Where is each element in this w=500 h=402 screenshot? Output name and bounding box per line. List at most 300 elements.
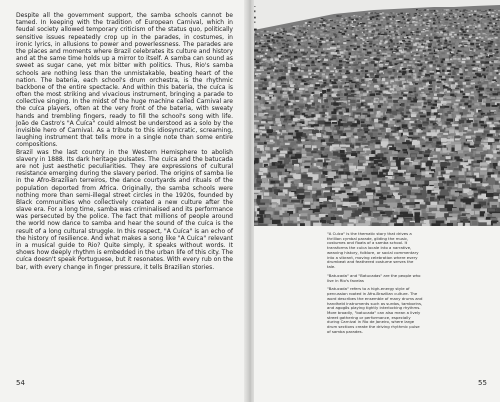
- roof-tile: [430, 37, 432, 39]
- roof-tile: [370, 73, 375, 76]
- roof-tile: [397, 92, 401, 94]
- roof-tile: [452, 124, 459, 126]
- roof-tile: [478, 24, 480, 26]
- roof-tile: [387, 129, 390, 132]
- roof-tile: [273, 176, 278, 178]
- roof-tile: [393, 26, 396, 27]
- roof-tile: [271, 46, 273, 47]
- roof-tile: [295, 27, 298, 29]
- roof-tile: [356, 184, 360, 187]
- roof-tile: [321, 18, 324, 19]
- roof-tile: [479, 88, 484, 91]
- roof-tile: [319, 25, 321, 27]
- roof-tile: [332, 62, 336, 64]
- roof-tile: [422, 72, 425, 75]
- roof-tile: [323, 37, 326, 38]
- roof-tile: [357, 29, 359, 30]
- roof-tile: [469, 14, 471, 16]
- roof-tile: [344, 86, 349, 88]
- roof-tile: [458, 81, 462, 84]
- roof-tile: [488, 16, 490, 17]
- roof-tile: [355, 43, 357, 45]
- roof-tile: [463, 147, 469, 150]
- roof-tile: [419, 33, 421, 35]
- roof-tile: [435, 60, 438, 62]
- roof-tile: [494, 77, 496, 80]
- roof-tile: [264, 192, 270, 196]
- roof-tile: [370, 105, 375, 108]
- roof-tile: [303, 72, 307, 75]
- roof-tile: [367, 52, 371, 54]
- roof-tile: [270, 44, 273, 46]
- roof-tile: [383, 39, 385, 41]
- roof-tile: [475, 138, 482, 142]
- roof-tile: [386, 20, 388, 22]
- roof-tile: [366, 47, 368, 49]
- roof-tile: [283, 28, 285, 30]
- roof-tile: [472, 16, 474, 17]
- roof-tile: [396, 148, 400, 151]
- roof-tile: [406, 106, 410, 109]
- roof-tile: [417, 13, 419, 14]
- roof-tile: [497, 40, 500, 42]
- roof-tile: [467, 198, 474, 202]
- roof-tile: [485, 12, 487, 13]
- roof-tile: [372, 52, 376, 54]
- roof-tile: [333, 26, 336, 28]
- roof-tile: [472, 128, 479, 131]
- roof-tile: [263, 74, 267, 76]
- roof-tile: [273, 139, 279, 141]
- roof-tile: [364, 25, 366, 27]
- roof-tile: [402, 153, 407, 156]
- roof-tile: [479, 65, 482, 67]
- roof-tile: [301, 124, 306, 126]
- roof-tile: [373, 132, 377, 136]
- roof-tile: [468, 72, 472, 75]
- roof-tile: [496, 97, 500, 99]
- roof-tile: [338, 67, 343, 69]
- roof-tile: [402, 16, 405, 18]
- roof-tile: [297, 64, 301, 66]
- roof-tile: [286, 44, 289, 46]
- roof-tile: [406, 202, 416, 205]
- roof-tile: [491, 59, 494, 61]
- roof-tile: [392, 60, 396, 62]
- roof-tile: [257, 59, 261, 61]
- roof-tile: [331, 196, 339, 199]
- roof-tile: [370, 93, 375, 96]
- roof-tile: [292, 125, 295, 127]
- roof-tile: [269, 169, 276, 172]
- roof-tile: [369, 91, 373, 93]
- roof-tile: [331, 60, 335, 62]
- roof-tile: [303, 24, 306, 26]
- roof-tile: [360, 54, 363, 56]
- roof-tile: [404, 16, 406, 17]
- roof-tile: [416, 41, 419, 42]
- roof-tile: [367, 85, 370, 88]
- roof-tile: [263, 36, 266, 38]
- roof-tile: [309, 109, 315, 111]
- roof-tile: [395, 183, 400, 186]
- roof-tile: [347, 224, 353, 226]
- roof-tile: [352, 33, 354, 35]
- roof-tile: [368, 141, 373, 143]
- roof-tile: [429, 30, 431, 32]
- roof-tile: [457, 91, 460, 94]
- roof-tile: [295, 79, 298, 81]
- roof-tile: [336, 40, 338, 41]
- roof-tile: [496, 29, 498, 30]
- roof-tile: [295, 115, 301, 118]
- roof-tile: [485, 58, 489, 61]
- roof-tile: [330, 20, 333, 21]
- roof-tile: [301, 95, 306, 97]
- roof-tile: [258, 108, 262, 111]
- roof-tile: [455, 118, 459, 121]
- roof-tile: [323, 109, 327, 112]
- roof-tile: [254, 59, 256, 60]
- roof-tile: [445, 61, 447, 63]
- roof-tile: [454, 168, 460, 170]
- roof-tile: [425, 37, 427, 38]
- roof-tile: [320, 66, 323, 68]
- roof-tile: [278, 44, 281, 46]
- roof-tile: [288, 133, 293, 135]
- roof-tile: [427, 132, 432, 136]
- favela-rooftops-photo: [254, 0, 500, 226]
- roof-tile: [408, 19, 411, 20]
- roof-tile: [292, 49, 295, 51]
- roof-tile: [426, 97, 431, 99]
- roof-tile: [257, 195, 261, 199]
- roof-tile: [393, 16, 395, 18]
- roof-tile: [353, 21, 356, 23]
- roof-tile: [449, 183, 454, 186]
- roof-tile: [333, 98, 339, 101]
- roof-tile: [399, 25, 401, 27]
- roof-tile: [368, 103, 373, 106]
- roof-tile: [324, 58, 328, 61]
- roof-tile: [439, 186, 444, 189]
- roof-tile: [344, 115, 349, 117]
- roof-tile: [306, 141, 311, 144]
- roof-tile: [352, 21, 354, 23]
- roof-tile: [352, 123, 357, 127]
- roof-tile: [409, 132, 413, 135]
- roof-tile: [262, 46, 266, 48]
- roof-tile: [314, 91, 319, 95]
- roof-tile: [428, 216, 435, 219]
- roof-tile: [428, 88, 432, 90]
- roof-tile: [489, 94, 492, 96]
- roof-tile: [351, 19, 354, 20]
- roof-tile: [339, 22, 341, 23]
- roof-tile: [288, 30, 291, 32]
- roof-tile: [309, 21, 312, 23]
- roof-tile: [376, 44, 378, 46]
- roof-tile: [255, 45, 259, 47]
- roof-tile: [477, 148, 481, 151]
- roof-tile: [258, 51, 262, 53]
- roof-tile: [472, 101, 478, 104]
- roof-tile: [280, 109, 284, 112]
- roof-tile: [496, 42, 499, 44]
- roof-tile: [397, 43, 399, 44]
- roof-tile: [413, 58, 415, 60]
- roof-tile: [430, 73, 435, 74]
- roof-tile: [272, 132, 277, 135]
- roof-tile: [295, 32, 298, 34]
- roof-tile: [334, 130, 337, 132]
- roof-tile: [481, 54, 485, 56]
- roof-tile: [254, 31, 255, 33]
- roof-tile: [432, 104, 437, 106]
- roof-tile: [369, 43, 373, 45]
- roof-tile: [340, 51, 344, 53]
- roof-tile: [447, 52, 450, 54]
- roof-tile: [268, 70, 272, 72]
- roof-tile: [332, 82, 337, 84]
- roof-tile: [435, 57, 439, 58]
- roof-tile: [473, 61, 476, 63]
- roof-tile: [452, 25, 454, 27]
- roof-tile: [485, 47, 487, 49]
- roof-tile: [477, 12, 480, 14]
- roof-tile: [326, 37, 328, 39]
- roof-tile: [484, 73, 488, 75]
- roof-tile: [404, 159, 409, 162]
- roof-tile: [403, 19, 405, 20]
- roof-tile: [313, 153, 319, 155]
- roof-tile: [428, 25, 430, 27]
- roof-tile: [467, 30, 469, 32]
- roof-tile: [355, 18, 358, 20]
- roof-tile: [478, 21, 480, 23]
- roof-tile: [362, 16, 364, 17]
- roof-tile: [422, 33, 425, 35]
- roof-tile: [451, 36, 454, 37]
- roof-tile: [298, 76, 301, 78]
- roof-tile: [362, 18, 364, 20]
- roof-tile: [476, 40, 480, 42]
- roof-tile: [344, 28, 346, 29]
- roof-tile: [474, 31, 477, 33]
- roof-tile: [274, 73, 277, 75]
- roof-tile: [331, 106, 334, 108]
- roof-tile: [401, 103, 405, 107]
- roof-tile: [378, 118, 384, 121]
- roof-tile: [284, 69, 288, 72]
- roof-tile: [430, 61, 433, 63]
- roof-tile: [463, 96, 469, 98]
- roof-tile: [289, 129, 295, 132]
- roof-tile: [405, 32, 407, 34]
- roof-tile: [386, 60, 390, 62]
- roof-tile: [494, 49, 498, 50]
- roof-tile: [476, 61, 480, 63]
- roof-tile: [466, 64, 471, 66]
- roof-tile: [365, 76, 369, 78]
- roof-tile: [417, 96, 422, 98]
- roof-tile: [311, 41, 313, 42]
- roof-tile: [426, 35, 428, 37]
- roof-tile: [453, 47, 455, 49]
- roof-tile: [423, 37, 425, 39]
- roof-tile: [377, 53, 379, 54]
- roof-tile: [303, 34, 306, 36]
- roof-tile: [479, 121, 484, 124]
- roof-tile: [384, 34, 387, 35]
- roof-tile: [423, 22, 426, 23]
- roof-tile: [254, 6, 256, 7]
- roof-tile: [254, 17, 256, 19]
- roof-tile: [259, 172, 264, 176]
- roof-tile: [285, 31, 287, 33]
- roof-tile: [289, 94, 293, 96]
- roof-tile: [272, 48, 275, 51]
- roof-tile: [408, 36, 411, 38]
- roof-tile: [473, 58, 475, 60]
- roof-tile: [366, 67, 369, 69]
- roof-tile: [330, 26, 332, 27]
- roof-tile: [311, 100, 314, 102]
- roof-tile: [424, 17, 427, 18]
- roof-tile: [397, 36, 400, 38]
- roof-tile: [394, 28, 397, 30]
- roof-tile: [312, 70, 315, 72]
- roof-tile: [275, 163, 280, 166]
- roof-tile: [422, 127, 425, 129]
- roof-tile: [286, 45, 289, 48]
- roof-tile: [383, 49, 387, 50]
- roof-tile: [425, 174, 432, 177]
- roof-tile: [309, 58, 312, 59]
- roof-tile: [383, 17, 385, 19]
- roof-tile: [291, 186, 297, 189]
- roof-tile: [426, 162, 433, 166]
- roof-tile: [485, 49, 488, 51]
- roof-tile: [423, 66, 426, 68]
- roof-tile: [475, 57, 477, 59]
- roof-tile: [404, 23, 407, 24]
- roof-tile: [464, 21, 466, 23]
- roof-tile: [281, 76, 286, 79]
- roof-tile: [420, 19, 422, 21]
- roof-tile: [375, 24, 377, 25]
- roof-tile: [373, 28, 375, 30]
- roof-tile: [256, 55, 259, 57]
- roof-tile: [306, 65, 310, 67]
- roof-tile: [281, 116, 286, 118]
- roof-tile: [346, 152, 351, 154]
- roof-tile: [421, 92, 424, 94]
- roof-tile: [406, 55, 409, 57]
- roof-tile: [448, 44, 452, 45]
- roof-tile: [322, 105, 325, 108]
- roof-tile: [359, 16, 361, 17]
- roof-tile: [405, 52, 409, 54]
- roof-tile: [423, 111, 426, 114]
- roof-tile: [416, 38, 419, 40]
- roof-tile: [399, 108, 404, 111]
- roof-tile: [377, 88, 380, 90]
- roof-tile: [373, 213, 380, 217]
- roof-tile: [370, 22, 372, 23]
- roof-tile: [349, 62, 354, 64]
- roof-tile: [382, 12, 384, 13]
- roof-tile: [282, 207, 288, 210]
- roof-tile: [315, 108, 318, 111]
- roof-tile: [446, 16, 448, 17]
- roof-tile: [297, 113, 302, 115]
- roof-tile: [439, 42, 442, 44]
- roof-tile: [375, 39, 378, 40]
- roof-tile: [468, 45, 471, 47]
- roof-tile: [441, 28, 444, 29]
- roof-tile: [468, 85, 471, 87]
- roof-tile: [443, 38, 445, 40]
- roof-tile: [387, 86, 392, 88]
- roof-tile: [377, 55, 380, 57]
- roof-tile: [280, 48, 284, 49]
- roof-tile: [281, 126, 284, 128]
- roof-tile: [470, 31, 472, 32]
- roof-tile: [277, 47, 280, 49]
- roof-tile: [474, 17, 477, 18]
- roof-tile: [459, 31, 461, 32]
- roof-tile: [389, 34, 392, 35]
- roof-tile: [271, 215, 279, 218]
- roof-tile: [451, 97, 455, 100]
- roof-tile: [475, 14, 477, 16]
- roof-tile: [404, 118, 410, 120]
- roof-tile: [498, 26, 500, 27]
- roof-tile: [388, 16, 391, 17]
- roof-tile: [431, 223, 440, 226]
- roof-tile: [300, 83, 303, 85]
- roof-tile: [279, 53, 282, 55]
- roof-tile: [401, 144, 407, 148]
- roof-tile: [485, 34, 487, 35]
- roof-tile: [457, 11, 459, 13]
- roof-tile: [326, 69, 329, 72]
- roof-tile: [300, 49, 304, 52]
- roof-tile: [269, 34, 271, 35]
- roof-tile: [393, 104, 398, 107]
- roof-tile: [264, 69, 268, 71]
- roof-tile: [270, 73, 273, 75]
- roof-tile: [294, 45, 297, 47]
- roof-tile: [400, 36, 402, 38]
- roof-tile: [352, 106, 356, 109]
- roof-tile: [256, 67, 259, 69]
- roof-tile: [327, 29, 330, 31]
- roof-tile: [332, 144, 339, 147]
- roof-tile: [334, 223, 341, 226]
- roof-tile: [458, 60, 461, 62]
- roof-tile: [301, 45, 305, 46]
- roof-tile: [414, 141, 420, 145]
- roof-tile: [349, 199, 356, 202]
- roof-tile: [408, 73, 411, 75]
- roof-tile: [258, 49, 261, 52]
- roof-tile: [437, 27, 441, 28]
- roof-tile: [265, 90, 269, 93]
- roof-tile: [460, 91, 463, 93]
- roof-tile: [467, 35, 470, 37]
